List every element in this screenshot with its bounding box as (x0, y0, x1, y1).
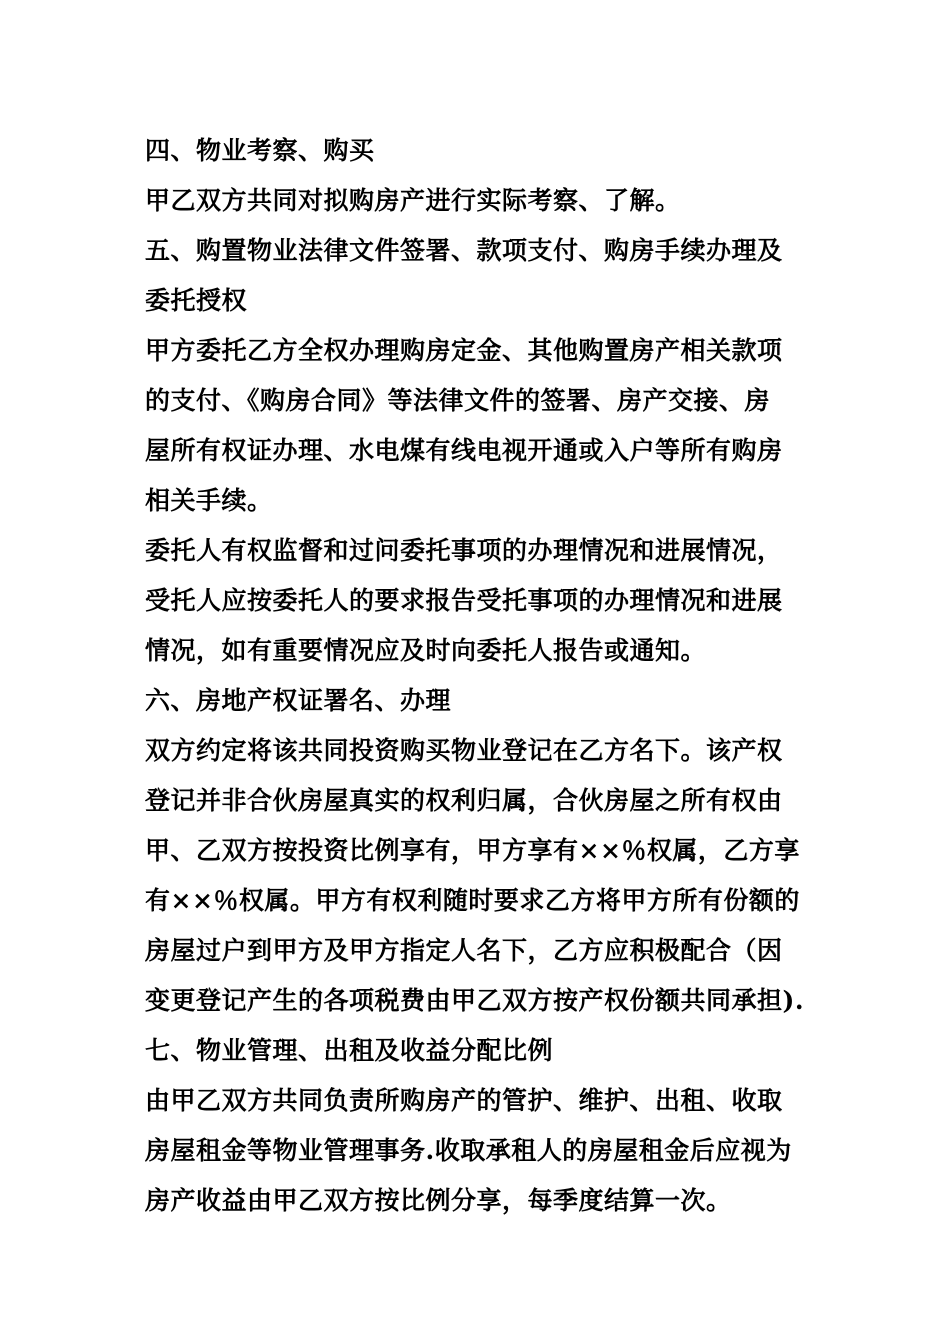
paragraph-line: 屋所有权证办理、水电煤有线电视开通或入户等所有购房 (145, 436, 783, 465)
paragraph-line: 房屋租金等物业管理事务.收取承租人的房屋租金后应视为 (145, 1136, 792, 1165)
paragraph-line: 双方约定将该共同投资购买物业登记在乙方名下。该产权 (145, 736, 783, 765)
document-body (145, 126, 815, 1226)
section-heading-six: 六、房地产权证署名、办理 (145, 686, 452, 715)
paragraph-line: 由甲乙双方共同负责所购房产的管护、维护、出租、收取 (145, 1086, 783, 1115)
section-heading-five-continued: 委托授权 (145, 286, 248, 315)
paragraph-line: 登记并非合伙房屋真实的权利归属，合伙房屋之所有权由 (145, 786, 783, 815)
paragraph-line: 的支付、《购房合同》等法律文件的签署、房产交接、房 (145, 386, 771, 415)
paragraph-line: 房产收益由甲乙双方按比例分享，每季度结算一次。 (145, 1186, 732, 1215)
paragraph-line: 甲、乙双方按投资比例享有，甲方享有××％权属，乙方享 (145, 836, 800, 865)
section-heading-four: 四、物业考察、购买 (145, 136, 375, 165)
paragraph-line: 甲乙双方共同对拟购房产进行实际考察、了解。 (145, 186, 681, 215)
paragraph-line: 情况，如有重要情况应及时向委托人报告或通知。 (145, 636, 707, 665)
paragraph-line: 委托人有权监督和过问委托事项的办理情况和进展情况， (145, 536, 783, 565)
section-heading-five: 五、购置物业法律文件签署、款项支付、购房手续办理及 (145, 236, 783, 265)
paragraph-line: 房屋过户到甲方及甲方指定人名下，乙方应积极配合（因 (145, 936, 783, 965)
section-heading-seven: 七、物业管理、出租及收益分配比例 (145, 1036, 554, 1065)
paragraph-line: 有××％权属。甲方有权利随时要求乙方将甲方所有份额的 (145, 886, 800, 915)
paragraph-line: 甲方委托乙方全权办理购房定金、其他购置房产相关款项 (145, 336, 783, 365)
paragraph-line: 相关手续。 (145, 486, 273, 515)
paragraph-line: 受托人应按委托人的要求报告受托事项的办理情况和进展 (145, 586, 783, 615)
paragraph-line: 变更登记产生的各项税费由甲乙双方按产权份额共同承担). (145, 986, 805, 1015)
